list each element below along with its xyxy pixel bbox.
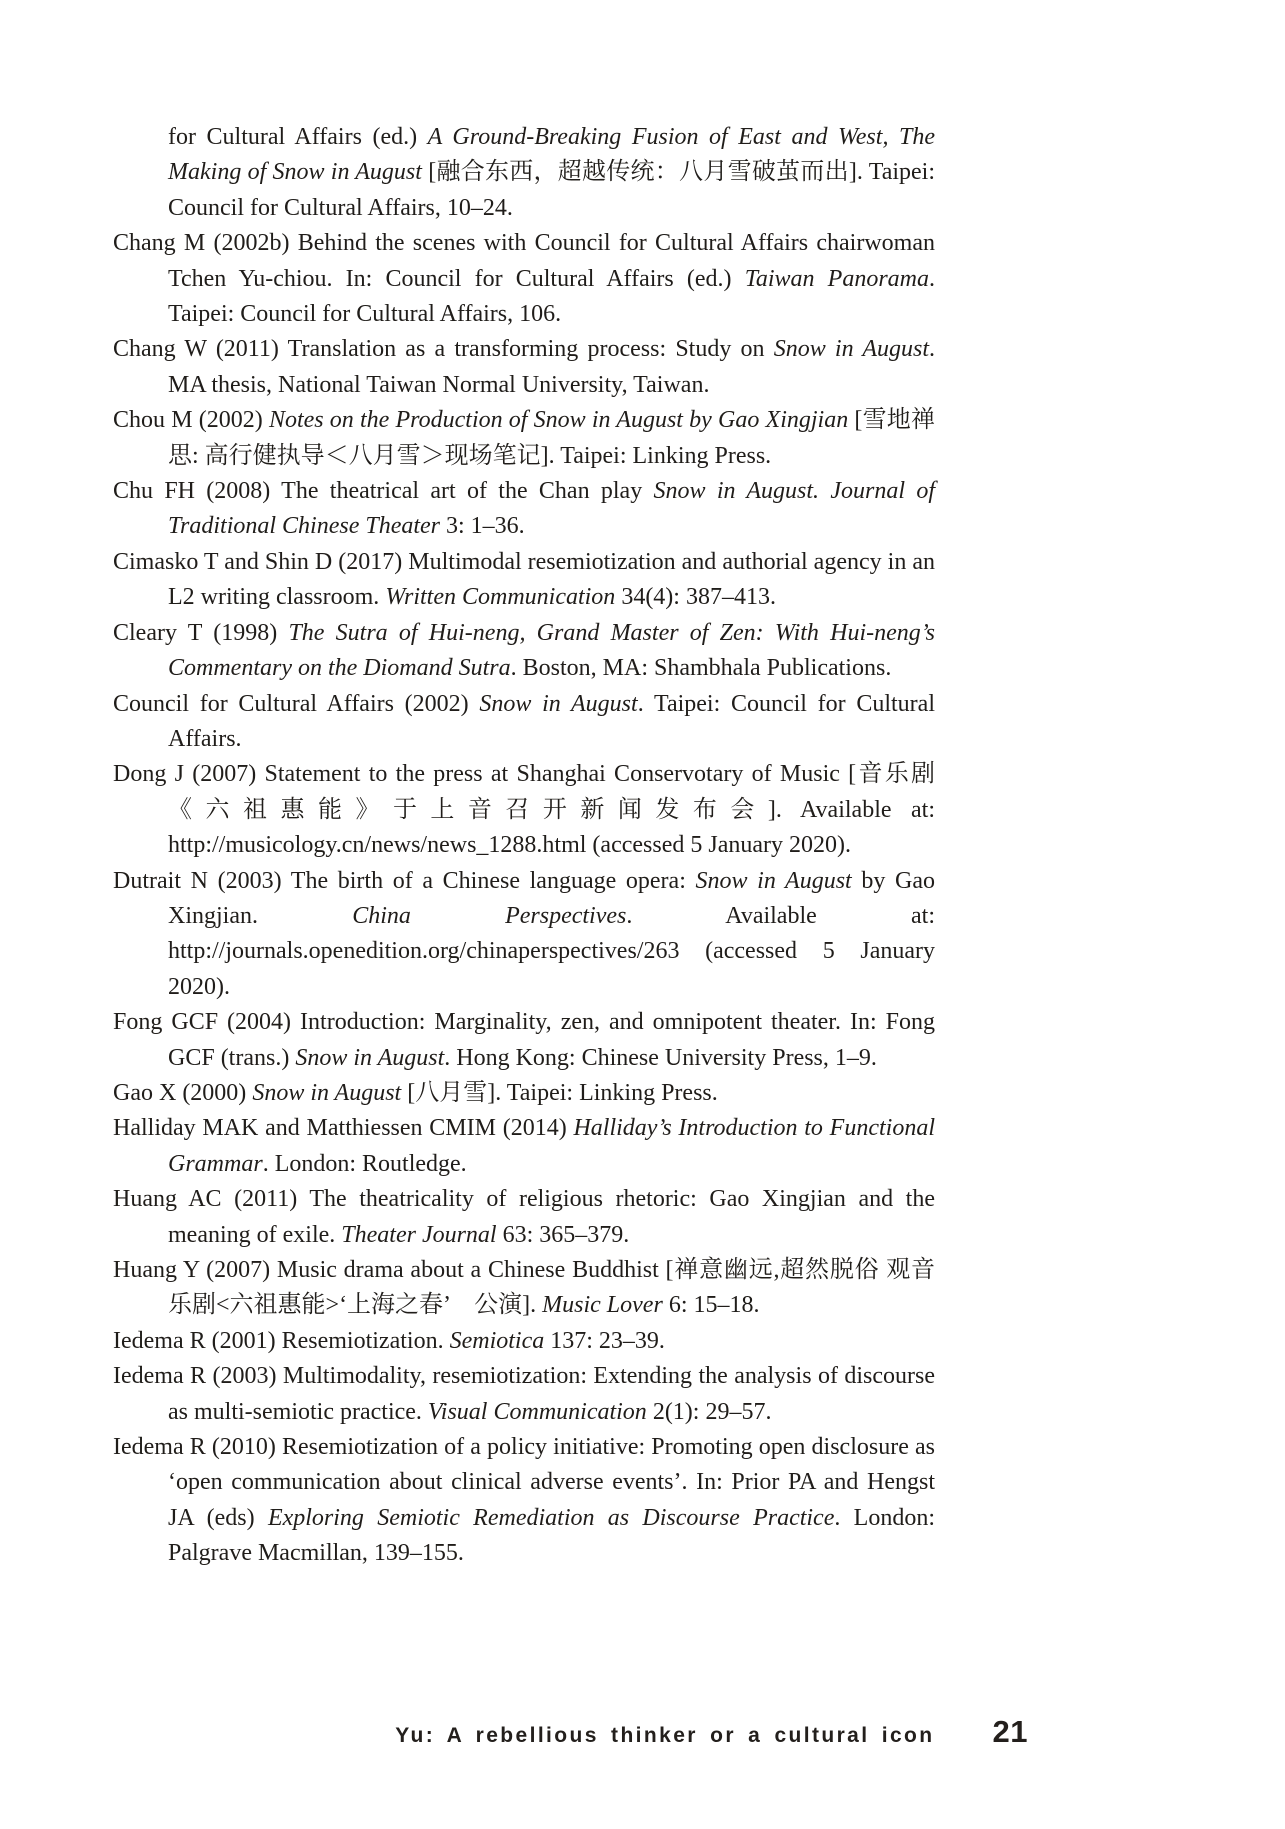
- reference-segment: . Taipei: Council for Cultural Affairs.: [168, 690, 935, 752]
- reference-segment: 63: 365–379.: [496, 1221, 630, 1248]
- page-footer: [113, 1714, 1028, 1750]
- reference-segment: Notes on the Production of Snow in August by Gao Xingjian: [268, 407, 849, 434]
- reference-segment: 137: 23–39.: [544, 1327, 665, 1354]
- reference-entry: [113, 1430, 935, 1572]
- reference-segment: Snow in August: [479, 690, 638, 717]
- reference-segment: Huang AC (2011) The theatricality of religious rhetoric: Gao Xingjian and the meaning of exile.: [113, 1186, 935, 1248]
- reference-segment: . Hong Kong: Chinese University Press, 1–9.: [444, 1044, 877, 1071]
- reference-entry: [113, 120, 935, 226]
- reference-segment: Theater Journal: [341, 1221, 497, 1248]
- reference-segment: Chou M (2002): [113, 407, 269, 434]
- reference-entry: [113, 226, 935, 332]
- reference-segment: Iedema R (2003) Multimodality, resemiotization: Extending the analysis of discourse as multi-semiotic practice.: [113, 1363, 935, 1425]
- reference-segment: Huang Y (2007) Music drama about a Chinese Buddhist [禅意幽远,超然脱俗 观音乐剧<六祖惠能>‘上海之春’ 公演].: [113, 1257, 935, 1319]
- reference-segment: 34(4): 387–413.: [615, 584, 776, 611]
- reference-segment: Iedema R (2010) Resemiotization of a policy initiative: Promoting open disclosure as ‘open communication about clinical adverse events’. In: Prior PA and Hengst JA (eds): [113, 1434, 935, 1531]
- reference-segment: Snow in August: [295, 1044, 445, 1071]
- reference-entry: [113, 545, 935, 616]
- reference-entry: [113, 1076, 935, 1111]
- reference-segment: . London: Palgrave Macmillan, 139–155.: [168, 1504, 935, 1567]
- reference-segment: Taiwan Panorama: [744, 265, 930, 292]
- reference-segment: Visual Communication: [427, 1398, 647, 1425]
- reference-entry: [113, 1253, 935, 1324]
- reference-entry: [113, 474, 935, 545]
- reference-segment: Chang M (2002b) Behind the scenes with Council for Cultural Affairs chairwoman Tchen Yu-chiou. In: Council for Cultural Affairs (ed.): [113, 230, 935, 292]
- reference-segment: Cleary T (1998): [113, 619, 289, 646]
- reference-segment: Dutrait N (2003) The birth of a Chinese language opera:: [113, 867, 696, 894]
- reference-segment: Written Communication: [385, 584, 616, 611]
- reference-segment: . London: Routledge.: [262, 1150, 467, 1177]
- reference-segment: 3: 1–36.: [440, 513, 525, 540]
- reference-segment: The Sutra of Hui-neng, Grand Master of Zen: With Hui-neng’s Commentary on the Diomand Sutra: [168, 619, 936, 682]
- reference-entry: [113, 616, 935, 687]
- reference-segment: Halliday’s Introduction to Functional Grammar: [168, 1115, 935, 1177]
- reference-segment: Chang W (2011) Translation as a transforming process: Study on: [113, 336, 774, 363]
- reference-entry: [113, 332, 935, 403]
- reference-segment: 6: 15–18.: [662, 1292, 760, 1319]
- reference-segment: Chu FH (2008) The theatrical art of the Chan play: [113, 478, 654, 505]
- reference-segment: Semiotica: [449, 1327, 545, 1354]
- reference-segment: Snow in August: [695, 867, 852, 894]
- running-title: Yu: A rebellious thinker or a cultural icon: [395, 1724, 935, 1747]
- reference-segment: China Perspectives: [352, 902, 627, 929]
- reference-segment: [八月雪]. Taipei: Linking Press.: [401, 1079, 718, 1106]
- reference-entry: [113, 687, 935, 758]
- reference-segment: Fong GCF (2004) Introduction: Marginality, zen, and omnipotent theater. In: Fong GCF (trans.): [113, 1009, 935, 1071]
- reference-entry: [113, 864, 935, 1006]
- reference-segment: Snow in August. Journal of Traditional Chinese Theater: [168, 478, 935, 540]
- reference-segment: Gao X (2000): [113, 1079, 253, 1106]
- reference-segment: Cimasko T and Shin D (2017) Multimodal resemiotization and authorial agency in an L2 writing classroom.: [113, 548, 935, 611]
- reference-segment: Snow in August: [252, 1079, 402, 1106]
- reference-segment: . MA thesis, National Taiwan Normal University, Taiwan.: [168, 336, 935, 398]
- reference-segment: Snow in August: [773, 336, 929, 363]
- reference-segment: Halliday MAK and Matthiessen CMIM (2014): [113, 1115, 574, 1142]
- reference-entry: [113, 757, 935, 863]
- reference-segment: A Ground-Breaking Fusion of East and West, The Making of Snow in August: [168, 124, 935, 186]
- reference-segment: Iedema R (2001) Resemiotization.: [113, 1327, 450, 1354]
- reference-entry: [113, 403, 935, 474]
- reference-entry: [113, 1182, 935, 1253]
- reference-segment: 2(1): 29–57.: [646, 1398, 772, 1425]
- reference-segment: Music Lover: [542, 1292, 663, 1319]
- page-number: 21: [992, 1714, 1028, 1749]
- reference-segment: . Available at: http://journals.openedition.org/chinaperspectives/263 (accessed 5 January 2020).: [168, 902, 935, 1000]
- reference-segment: by Gao Xingjian.: [168, 867, 935, 929]
- reference-segment: for Cultural Affairs (ed.): [168, 124, 428, 150]
- reference-segment: Council for Cultural Affairs (2002): [113, 690, 480, 717]
- reference-segment: Dong J (2007) Statement to the press at Shanghai Conservotary of Music [音乐剧《六祖惠能》于上音召开新闻发布会]. Available at: http://musicology.cn/news/news_1288.html (accessed 5 January 2020).: [113, 761, 935, 859]
- reference-entry: [113, 1324, 935, 1359]
- reference-entry: [113, 1111, 935, 1182]
- reference-segment: . Boston, MA: Shambhala Publications.: [510, 655, 892, 682]
- reference-entry: [113, 1359, 935, 1430]
- reference-segment: [融合东西，超越传统：八月雪破茧而出]. Taipei: Council for Cultural Affairs, 10–24.: [168, 159, 936, 221]
- reference-segment: Exploring Semiotic Remediation as Discourse Practice: [267, 1504, 835, 1531]
- reference-segment: . Taipei: Council for Cultural Affairs, 106.: [168, 265, 936, 328]
- reference-entry: [113, 1005, 935, 1076]
- reference-segment: [雪地禅思: 高行健执导＜八月雪＞现场笔记]. Taipei: Linking Press.: [168, 407, 935, 469]
- reference-list: [113, 120, 935, 1572]
